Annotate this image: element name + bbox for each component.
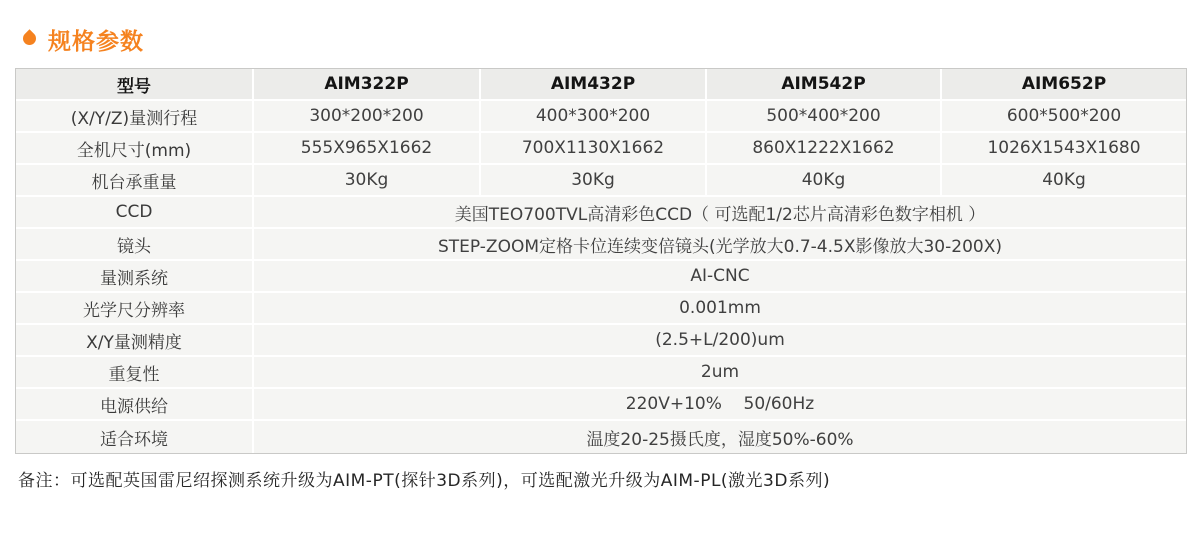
table-row-ccd bbox=[16, 197, 1186, 229]
spec-table bbox=[15, 68, 1187, 454]
header-cell-model-label: 型号 bbox=[16, 69, 254, 101]
row-label: (X/Y/Z)量测行程 bbox=[16, 101, 254, 133]
cell-value: 400*300*200 bbox=[481, 101, 707, 133]
row-label: 量测系统 bbox=[16, 261, 254, 293]
section-header bbox=[17, 24, 1185, 54]
footnote: 备注：可选配英国雷尼绍探测系统升级为AIM-PT(探针3D系列)，可选配激光升级为AIM-PL(激光3D系列) bbox=[18, 471, 831, 491]
row-label: 适合环境 bbox=[16, 421, 254, 453]
table-row-repeatability bbox=[16, 357, 1186, 389]
header-cell-aim542p: AIM542P bbox=[707, 69, 942, 101]
row-label: CCD bbox=[16, 197, 254, 229]
cell-value: 555X965X1662 bbox=[254, 133, 481, 165]
cell-value: 600*500*200 bbox=[942, 101, 1186, 133]
row-label: X/Y量测精度 bbox=[16, 325, 254, 357]
table-row-dimensions bbox=[16, 133, 1186, 165]
cell-value: 40Kg bbox=[707, 165, 942, 197]
cell-value: 30Kg bbox=[481, 165, 707, 197]
cell-span-value: 2um bbox=[254, 357, 1186, 389]
cell-value: 40Kg bbox=[942, 165, 1186, 197]
table-row-travel bbox=[16, 101, 1186, 133]
header-cell-aim432p: AIM432P bbox=[481, 69, 707, 101]
table-row-environment bbox=[16, 421, 1186, 453]
cell-span-value: AI-CNC bbox=[254, 261, 1186, 293]
cell-span-value: (2.5+L/200)um bbox=[254, 325, 1186, 357]
cell-span-value: 温度20-25摄氏度，湿度50%-60% bbox=[254, 421, 1186, 453]
row-label: 机台承重量 bbox=[16, 165, 254, 197]
row-label: 光学尺分辨率 bbox=[16, 293, 254, 325]
header-cell-aim652p: AIM652P bbox=[942, 69, 1186, 101]
table-row-xy-accuracy bbox=[16, 325, 1186, 357]
table-row-scale-resolution bbox=[16, 293, 1186, 325]
cell-value: 1026X1543X1680 bbox=[942, 133, 1186, 165]
cell-value: 30Kg bbox=[254, 165, 481, 197]
cell-span-value: 美国TEO700TVL高清彩色CCD（ 可选配1/2芯片高清彩色数字相机 ） bbox=[254, 197, 1186, 229]
section-title: 规格参数 bbox=[48, 28, 144, 55]
row-label: 全机尺寸(mm) bbox=[16, 133, 254, 165]
cell-value: 860X1222X1662 bbox=[707, 133, 942, 165]
table-row-measuring-system bbox=[16, 261, 1186, 293]
water-drop-icon bbox=[20, 29, 38, 47]
row-label: 电源供给 bbox=[16, 389, 254, 421]
cell-span-value: 220V+10% 50/60Hz bbox=[254, 389, 1186, 421]
cell-value: 700X1130X1662 bbox=[481, 133, 707, 165]
cell-span-value: 0.001mm bbox=[254, 293, 1186, 325]
cell-span-value: STEP-ZOOM定格卡位连续变倍镜头(光学放大0.7-4.5X影像放大30-200X) bbox=[254, 229, 1186, 261]
row-label: 镜头 bbox=[16, 229, 254, 261]
table-row-power-supply bbox=[16, 389, 1186, 421]
table-row-load-capacity bbox=[16, 165, 1186, 197]
cell-value: 300*200*200 bbox=[254, 101, 481, 133]
cell-value: 500*400*200 bbox=[707, 101, 942, 133]
row-label: 重复性 bbox=[16, 357, 254, 389]
table-header-row bbox=[16, 69, 1186, 101]
table-row-lens bbox=[16, 229, 1186, 261]
header-cell-aim322p: AIM322P bbox=[254, 69, 481, 101]
